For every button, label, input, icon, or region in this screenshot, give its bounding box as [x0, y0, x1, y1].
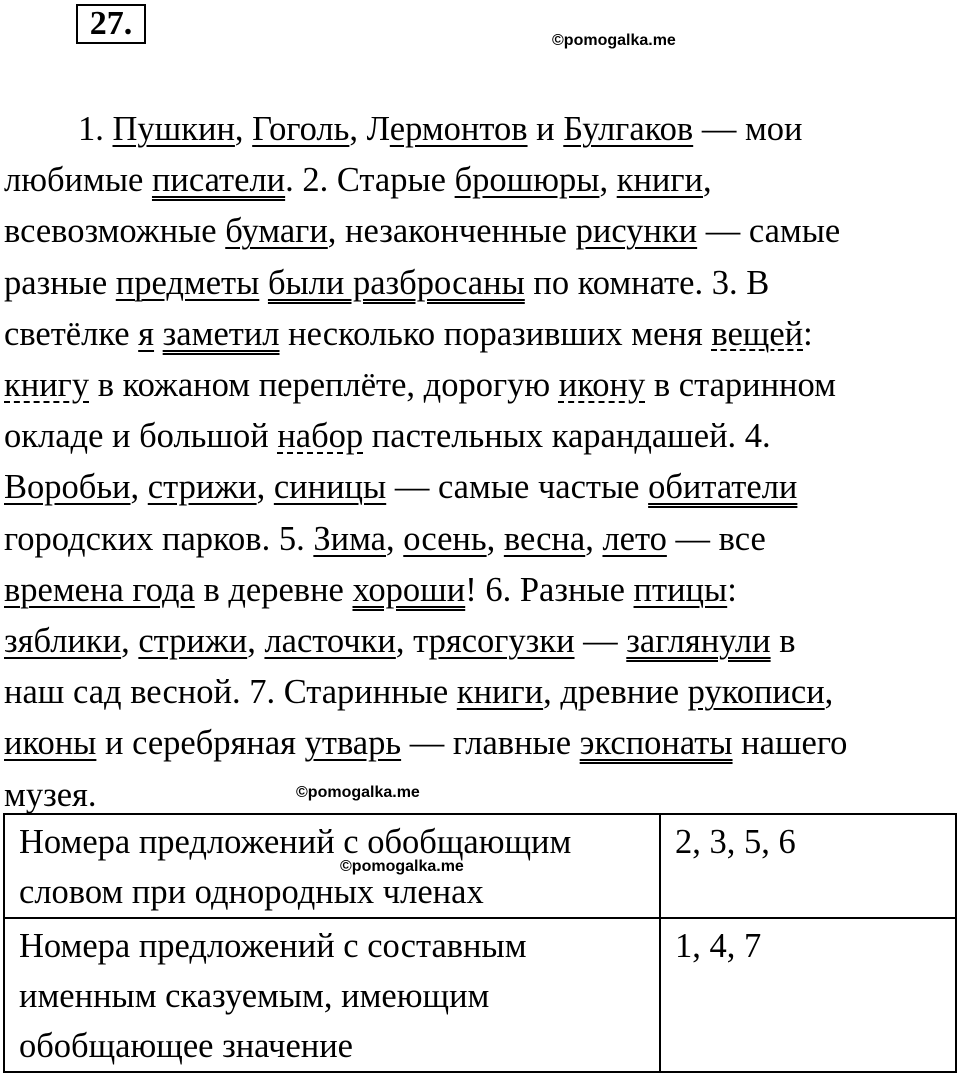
- subject-word: книги: [456, 673, 544, 712]
- predicate-word: были разбросаны: [267, 263, 525, 302]
- subject-word: весна: [503, 519, 586, 558]
- text-line: светёлке я заметил несколько поразивших меня вещей:: [4, 314, 813, 353]
- row-value: 2, 3, 5, 6: [660, 814, 956, 918]
- predicate-word: экспонаты: [579, 724, 733, 763]
- predicate-word: писатели: [151, 161, 286, 200]
- text-line: разные предметы были разбросаны по комнате. 3. В: [4, 263, 770, 302]
- row-label: Номера предложений с обобщающим словом при однородных членах: [4, 814, 660, 918]
- exercise-text: [4, 104, 954, 821]
- subject-word: лето: [602, 519, 667, 558]
- subject-word: зяблики: [4, 622, 122, 661]
- object-word: вещей: [711, 314, 804, 353]
- subject-word: синицы: [273, 468, 387, 507]
- subject-word: я: [138, 314, 155, 353]
- text-line: музея.: [4, 775, 97, 814]
- answers-table: [3, 813, 957, 1073]
- subject-word: Воробьи: [4, 468, 131, 507]
- subject-word: осень: [403, 519, 487, 558]
- subject-word: книги: [616, 161, 704, 200]
- object-word: икону: [558, 366, 646, 405]
- subject-word: Зима: [313, 519, 386, 558]
- text-line: любимые писатели. 2. Старые брошюры, книги,: [4, 161, 712, 200]
- object-word: книгу: [4, 366, 90, 405]
- subject-word: Пушкин: [112, 110, 235, 148]
- subject-word: Гоголь: [252, 110, 350, 148]
- text-line: времена года в деревне хороши! 6. Разные птицы:: [4, 570, 737, 609]
- subject-word: стрижи: [147, 468, 257, 507]
- text-line: всевозможные бумаги, незаконченные рисунки — самые: [4, 212, 841, 251]
- text-line: книгу в кожаном переплёте, дорогую икону в старинном: [4, 366, 836, 405]
- subject-word: иконы: [4, 724, 97, 763]
- row-label: Номера предложений с составным именным сказуемым, имеющим обобщающее значение: [4, 918, 660, 1072]
- subject-word: ермонтов: [389, 110, 528, 148]
- text-line: иконы и серебряная утварь — главные экспонаты нашего: [4, 724, 848, 763]
- text-line: 1. Пушкин, Гоголь, Лермонтов и Булгаков — мои: [78, 110, 803, 148]
- text-line: окладе и большой набор пастельных карандашей. 4.: [4, 417, 771, 456]
- object-word: набор: [277, 417, 364, 456]
- subject-word: бумаги: [225, 212, 328, 251]
- table-row: [4, 814, 956, 918]
- predicate-word: хороши: [352, 570, 466, 609]
- subject-word: стрижи: [138, 622, 248, 661]
- watermark-middle: ©pomogalka.me: [296, 784, 420, 801]
- text-line: городских парков. 5. Зима, осень, весна, лето — все: [4, 519, 766, 558]
- subject-word: рисунки: [575, 212, 698, 251]
- predicate-word: заглянули: [626, 622, 771, 661]
- subject-word: ласточки: [264, 622, 396, 661]
- text-line: зяблики, стрижи, ласточки, трясогузки — заглянули в: [4, 622, 796, 661]
- subject-word: предметы: [115, 263, 260, 302]
- watermark-table: ©pomogalka.me: [340, 858, 464, 875]
- table-row: [4, 918, 956, 1072]
- text-line: Воробьи, стрижи, синицы — самые частые обитатели: [4, 468, 798, 507]
- exercise-number: 27.: [76, 4, 146, 44]
- row-value: 1, 4, 7: [660, 918, 956, 1072]
- watermark-top: ©pomogalka.me: [552, 32, 676, 49]
- predicate-word: обитатели: [648, 468, 798, 507]
- subject-word: времена года: [4, 570, 195, 609]
- predicate-word: заметил: [162, 314, 280, 353]
- subject-word: рукописи: [687, 673, 825, 712]
- subject-word: утварь: [304, 724, 402, 763]
- subject-word: рясогузки: [428, 622, 575, 661]
- text-line: наш сад весной. 7. Старинные книги, древние рукописи,: [4, 673, 834, 712]
- subject-word: брошюры: [454, 161, 600, 200]
- subject-word: Булгаков: [563, 110, 694, 148]
- subject-word: птицы: [633, 570, 728, 609]
